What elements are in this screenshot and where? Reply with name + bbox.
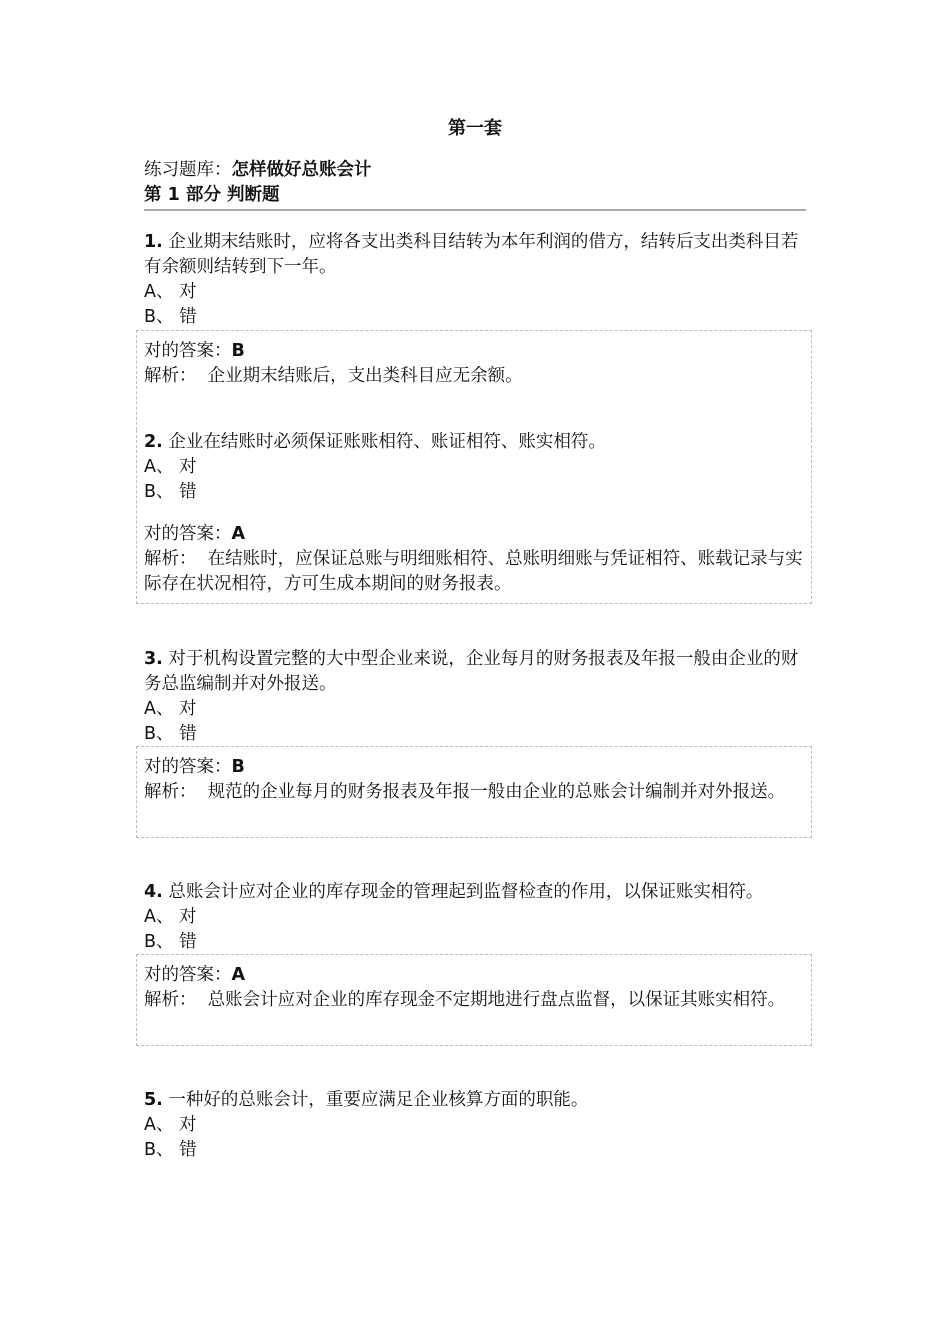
question-text: 4. 总账会计应对企业的库存现金的管理起到监督检查的作用，以保证账实相符。 — [144, 882, 764, 902]
answer-line — [144, 339, 811, 364]
question-4 — [144, 880, 824, 955]
analysis-line — [144, 780, 811, 805]
answer-value: A — [231, 965, 246, 985]
question-text: 5. 一种好的总账会计，重要应满足企业核算方面的职能。 — [144, 1090, 589, 1110]
question-number: 1. — [144, 232, 163, 252]
question-5 — [144, 1088, 812, 1163]
option-b: B、 错 — [144, 1140, 197, 1160]
answer-line — [144, 963, 811, 988]
page-title: 第一套 — [448, 118, 502, 139]
answer-box-3 — [136, 746, 812, 838]
question-number: 2. — [144, 432, 163, 452]
question-text: 1. 企业期末结账时，应将各支出类科目结转为本年利润的借方，结转后支出类科目若有余额则结转到下一年。 — [144, 232, 799, 277]
question-number: 3. — [144, 649, 163, 669]
answer-label: 对的答案： — [144, 965, 232, 985]
option-b: B、 错 — [144, 307, 197, 327]
analysis-line — [144, 988, 811, 1013]
answer-label: 对的答案： — [144, 757, 232, 777]
question-number: 4. — [144, 882, 163, 902]
answer-label: 对的答案： — [144, 524, 232, 544]
analysis-line — [144, 364, 811, 389]
answer-line — [144, 755, 811, 780]
question-text: 3. 对于机构设置完整的大中型企业来说，企业每月的财务报表及年报一般由企业的财务总监编制并对外报送。 — [144, 649, 799, 694]
answer-box-4 — [136, 954, 812, 1046]
option-a: A、 对 — [144, 457, 197, 477]
analysis-label: 解析： — [144, 990, 197, 1010]
library-label: 练习题库： — [144, 160, 232, 180]
answer-label: 对的答案： — [144, 341, 232, 361]
answer-box-1 — [136, 330, 812, 430]
analysis-line — [144, 547, 811, 597]
option-a: A、 对 — [144, 1115, 197, 1135]
answer-line — [144, 522, 811, 547]
question-number: 5. — [144, 1090, 163, 1110]
question-3 — [144, 647, 812, 747]
answer-value: B — [231, 341, 245, 361]
analysis-text: 企业期末结账后，支出类科目应无余额。 — [207, 366, 523, 386]
option-a: A、 对 — [144, 699, 197, 719]
analysis-text: 总账会计应对企业的库存现金不定期地进行盘点监督，以保证其账实相符。 — [207, 990, 786, 1010]
option-b: B、 错 — [144, 482, 197, 502]
answer-box-2 — [136, 430, 812, 604]
question-1 — [144, 230, 812, 330]
analysis-label: 解析： — [144, 366, 197, 386]
library-name: 怎样做好总账会计 — [231, 160, 372, 180]
option-a: A、 对 — [144, 907, 197, 927]
analysis-text: 在结账时，应保证总账与明细账相符、总账明细账与凭证相符、账载记录与实际存在状况相符，方可生成本期间的财务报表。 — [144, 549, 803, 594]
option-b: B、 错 — [144, 724, 197, 744]
analysis-label: 解析： — [144, 782, 197, 802]
analysis-text: 规范的企业每月的财务报表及年报一般由企业的总账会计编制并对外报送。 — [207, 782, 786, 802]
answer-value: B — [231, 757, 245, 777]
question-text: 2. 企业在结账时必须保证账账相符、账证相符、账实相符。 — [144, 432, 606, 452]
option-a: A、 对 — [144, 282, 197, 302]
section-heading: 第 1 部分 判断题 — [144, 183, 806, 211]
answer-value: A — [231, 524, 246, 544]
option-b: B、 错 — [144, 932, 197, 952]
analysis-label: 解析： — [144, 549, 197, 569]
library-line — [144, 158, 372, 183]
